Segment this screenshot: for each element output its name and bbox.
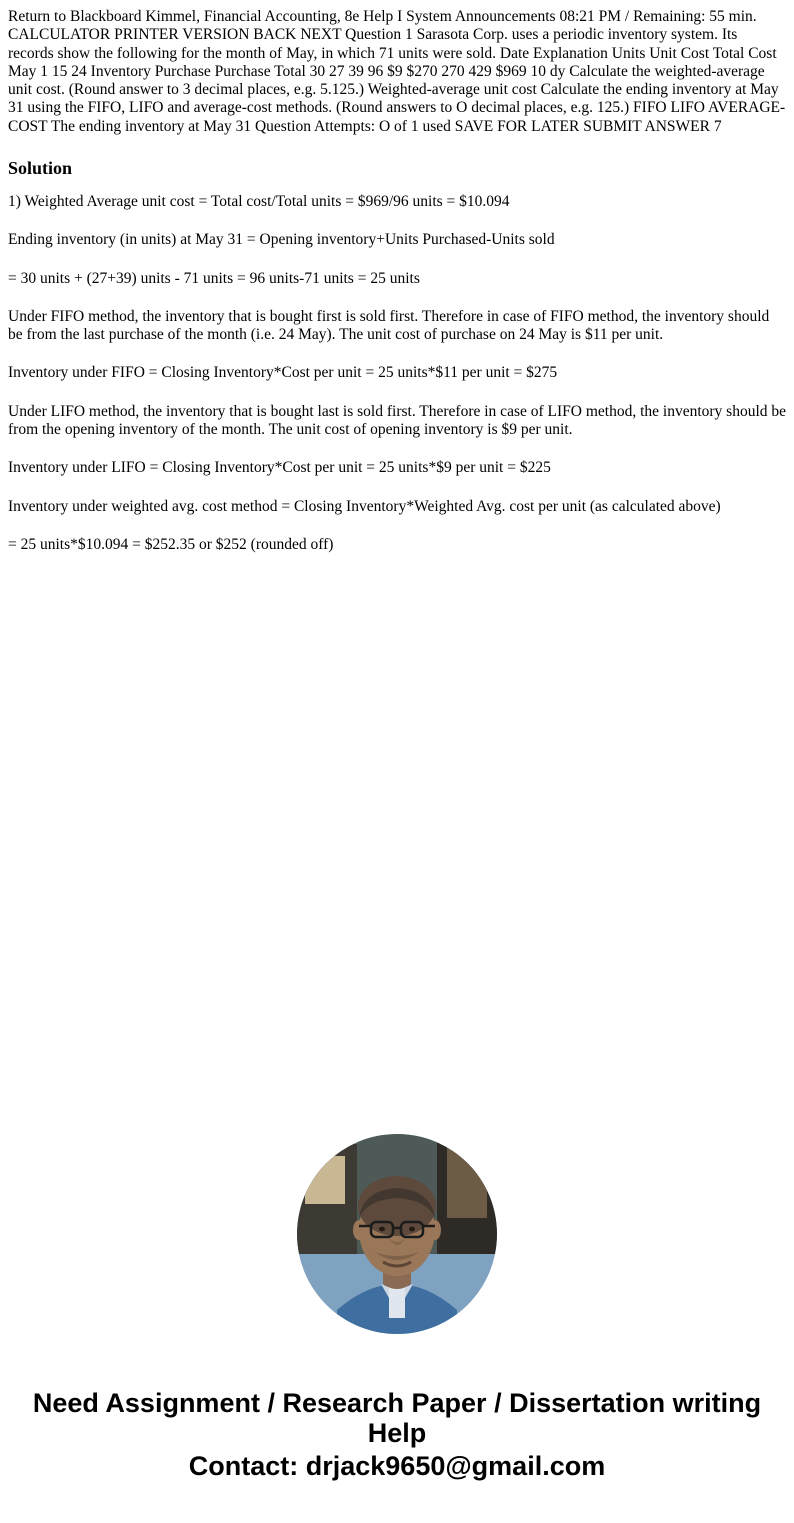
- solution-line: = 25 units*$10.094 = $252.35 or $252 (rounded off): [8, 535, 334, 553]
- solution-line: Inventory under FIFO = Closing Inventory*Cost per unit = 25 units*$11 per unit = $275: [8, 364, 558, 382]
- avatar: [297, 1134, 497, 1334]
- solution-line: Ending inventory (in units) at May 31 = Opening inventory+Units Purchased-Units sold: [8, 231, 555, 249]
- solution-line: 1) Weighted Average unit cost = Total cost/Total units = $969/96 units = $10.094: [8, 192, 510, 210]
- solution-line: Inventory under LIFO = Closing Inventory*Cost per unit = 25 units*$9 per unit = $225: [8, 459, 551, 477]
- solution-line: = 30 units + (27+39) units - 71 units = 96 units-71 units = 25 units: [8, 269, 420, 287]
- solution-line: Inventory under weighted avg. cost method = Closing Inventory*Weighted Avg. cost per unit (as calculated above): [8, 497, 721, 515]
- promo-contact: Contact: drjack9650@gmail.com: [188, 1450, 606, 1481]
- promo-headline: Need Assignment / Research Paper / Dissertation writing Help: [32, 1388, 762, 1449]
- solution-line: Under FIFO method, the inventory that is bought first is sold first. Therefore in case of FIFO method, the inventory should be from the last purchase of the month (i.e. 24 May). The unit cost of purchase on 24 May is $11 per unit.: [8, 307, 770, 344]
- question-text: Return to Blackboard Kimmel, Financial Accounting, 8e Help I System Announcements 08:21 PM / Remaining: 55 min. CALCULATOR PRINTER VERSION BACK NEXT Question 1 Sarasota Corp. uses a periodic inventory system. Its records show the following for the month of May, in which 71 units were sold. Date Explanation Units Unit Cost Total Cost May 1 15 24 Inventory Purchase Purchase Total 30 27 39 96 $9 $270 270 429 $969 10 dy Calculate the weighted-average unit cost. (Round answer to 3 decimal places, e.g. 5.125.) Weighted-average unit cost Calculate the ending inventory at May 31 using the FIFO, LIFO and average-cost methods. (Round answers to O decimal places, e.g. 125.) FIFO LIFO AVERAGE-COST The ending inventory at May 31 Question Attempts: O of 1 used SAVE FOR LATER SUBMIT ANSWER 7: [8, 8, 786, 135]
- promo-banner: [8, 1134, 786, 1481]
- solution-line: Under LIFO method, the inventory that is bought last is sold first. Therefore in case of LIFO method, the inventory should be from the opening inventory of the month. The unit cost of opening inventory is $9 per unit.: [8, 402, 787, 438]
- solution-heading: Solution: [8, 157, 73, 178]
